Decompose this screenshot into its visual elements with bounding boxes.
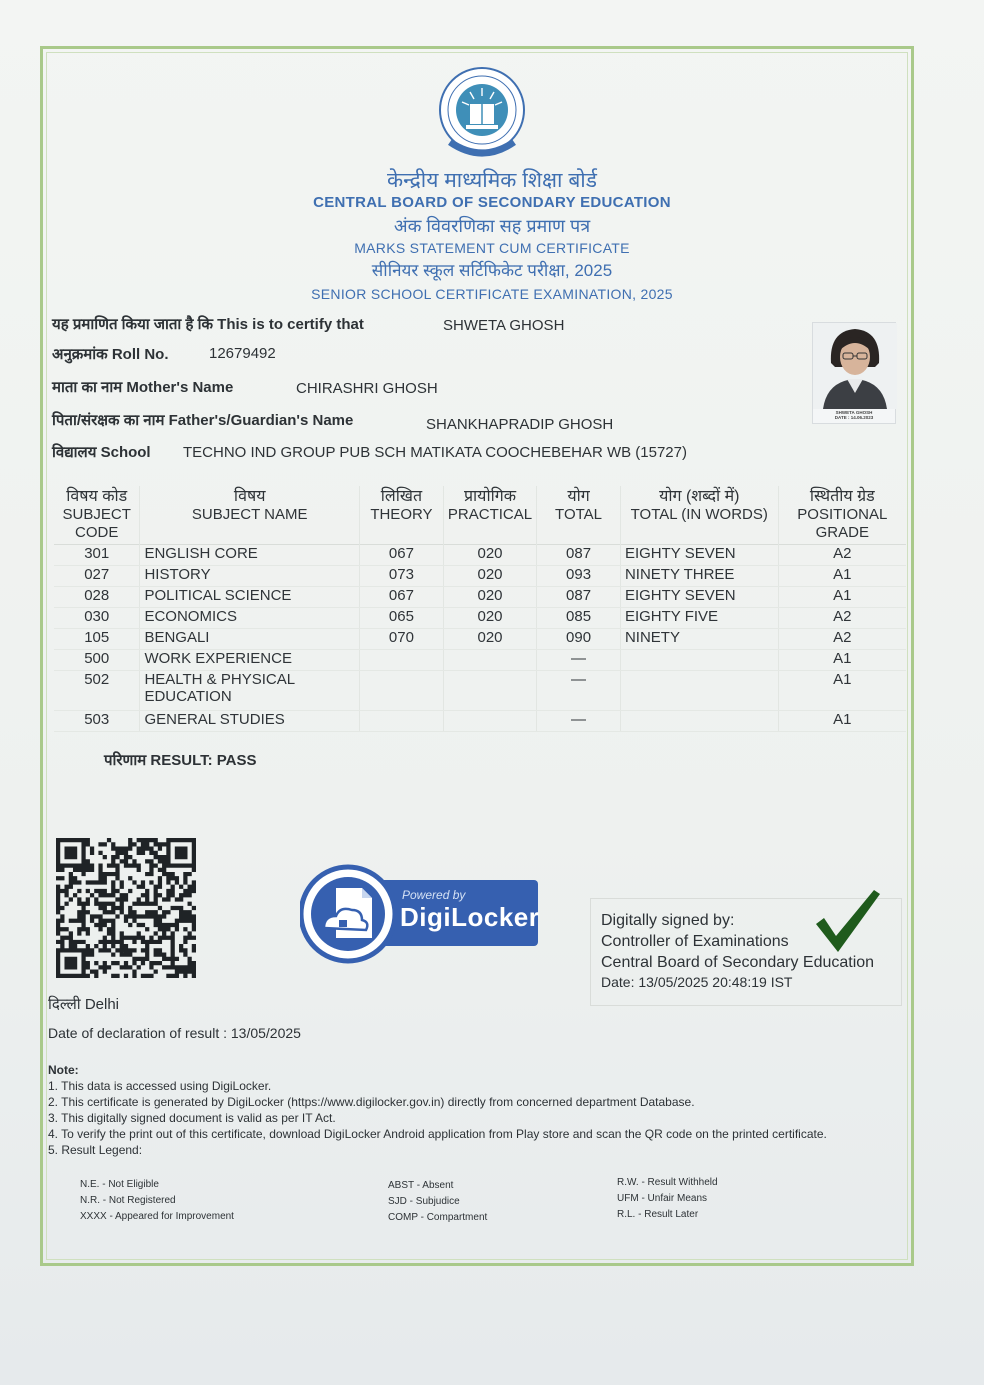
positional-grade: A1 [778, 587, 906, 608]
signature-line-1: Digitally signed by: [601, 912, 735, 929]
subject-code: 105 [54, 629, 140, 650]
theory-marks: 073 [359, 566, 443, 587]
signature-date: Date: 13/05/2025 20:48:19 IST [601, 974, 793, 990]
declaration-date: Date of declaration of result : 13/05/2025 [48, 1025, 301, 1041]
total-in-words: EIGHTY SEVEN [620, 545, 778, 566]
student-photo [812, 322, 896, 424]
statement-title-english: MARKS STATEMENT CUM CERTIFICATE [354, 240, 630, 256]
positional-grade: A1 [778, 711, 906, 732]
father-name: SHANKHAPRADIP GHOSH [426, 416, 614, 433]
header-code-english: SUBJECT CODE [62, 506, 131, 541]
subject-name: ENGLISH CORE [140, 545, 360, 566]
subject-code: 301 [54, 545, 140, 566]
legend-item: R.W. - Result Withheld [617, 1177, 718, 1188]
practical-marks: 020 [443, 545, 536, 566]
header-practical-hindi: प्रायोगिक [463, 488, 517, 505]
digilocker-powered-by: Powered by [402, 888, 466, 902]
theory-marks: 070 [359, 629, 443, 650]
total-in-words [620, 671, 778, 711]
header-total-hindi: योग [567, 488, 590, 505]
positional-grade: A2 [778, 545, 906, 566]
signature-line-3: Central Board of Secondary Education [601, 954, 875, 971]
total-in-words: EIGHTY SEVEN [620, 587, 778, 608]
marks-table-header [54, 486, 906, 545]
total-in-words [620, 711, 778, 732]
table-row [54, 629, 906, 650]
header-grade-hindi: स्थितीय ग्रेड [809, 488, 875, 505]
header-name-english: SUBJECT NAME [191, 506, 308, 523]
subject-name: ECONOMICS [140, 608, 360, 629]
total-marks: — [537, 671, 621, 711]
qr-modules [56, 838, 196, 978]
board-name-english: CENTRAL BOARD OF SECONDARY EDUCATION [313, 194, 671, 211]
positional-grade: A1 [778, 650, 906, 671]
legend-item: UFM - Unfair Means [617, 1193, 708, 1204]
cbse-emblem-icon [436, 64, 528, 164]
table-row [54, 711, 906, 732]
subject-name: WORK EXPERIENCE [140, 650, 360, 671]
total-marks: — [537, 711, 621, 732]
note-item: 2. This certificate is generated by DigiLocker (https://www.digilocker.gov.in) directly from concerned department Database. [48, 1095, 695, 1109]
note-item: 3. This digitally signed document is valid as per IT Act. [48, 1111, 336, 1125]
result-status: परिणाम RESULT: PASS [104, 752, 257, 769]
header-words-hindi: योग (शब्दों में) [659, 488, 740, 505]
practical-marks [443, 650, 536, 671]
header-subject-code [54, 486, 140, 545]
mother-label: माता का नाम Mother's Name [52, 379, 234, 396]
table-row [54, 587, 906, 608]
table-row [54, 566, 906, 587]
student-portrait-icon [813, 323, 897, 409]
place-of-issue: दिल्ली Delhi [48, 996, 120, 1013]
subject-code: 030 [54, 608, 140, 629]
subject-code: 500 [54, 650, 140, 671]
photo-caption-date: DATE : 14.06.2023 [834, 415, 874, 420]
header-theory-english: THEORY [370, 506, 433, 523]
digilocker-name: DigiLocker [400, 902, 540, 932]
positional-grade: A2 [778, 608, 906, 629]
table-row [54, 608, 906, 629]
practical-marks: 020 [443, 608, 536, 629]
header-total [537, 486, 621, 545]
note-item: 4. To verify the print out of this certificate, download DigiLocker Android application from Play store and scan the QR code on the printed certificate. [48, 1127, 827, 1141]
header-total-english: TOTAL [555, 506, 603, 523]
notes-title: Note: [48, 1063, 79, 1077]
green-check-icon [812, 888, 882, 958]
total-in-words: NINETY [620, 629, 778, 650]
table-row [54, 671, 906, 711]
header-subject-name [140, 486, 360, 545]
legend-item: N.E. - Not Eligible [80, 1179, 159, 1190]
note-item: 1. This data is accessed using DigiLocker. [48, 1079, 272, 1093]
table-row [54, 545, 906, 566]
roll-number: 12679492 [209, 345, 276, 362]
subject-code: 028 [54, 587, 140, 608]
legend-item: N.R. - Not Registered [80, 1195, 176, 1206]
total-marks: — [537, 650, 621, 671]
father-label: पिता/संरक्षक का नाम Father's/Guardian's Name [52, 412, 354, 429]
qr-code[interactable] [56, 838, 200, 978]
mother-name: CHIRASHRI GHOSH [296, 380, 438, 397]
photo-caption-name: SHWETA GHOSH [835, 410, 873, 415]
header-theory [359, 486, 443, 545]
theory-marks [359, 711, 443, 732]
subject-code: 502 [54, 671, 140, 711]
total-in-words: NINETY THREE [620, 566, 778, 587]
header-words-english: TOTAL (IN WORDS) [630, 506, 768, 523]
practical-marks [443, 711, 536, 732]
practical-marks [443, 671, 536, 711]
statement-title-hindi: अंक विवरणिका सह प्रमाण पत्र [393, 216, 591, 236]
theory-marks [359, 650, 443, 671]
header-practical-english: PRACTICAL [447, 506, 533, 523]
student-name: SHWETA GHOSH [443, 317, 565, 334]
table-row [54, 650, 906, 671]
legend-column-3 [617, 1175, 718, 1223]
total-in-words [620, 650, 778, 671]
exam-title-hindi: सीनियर स्कूल सर्टिफिकेट परीक्षा, 2025 [371, 261, 613, 280]
practical-marks: 020 [443, 587, 536, 608]
notes-section [48, 1062, 868, 1158]
subject-name: HISTORY [140, 566, 360, 587]
header-grade-english: POSITIONAL GRADE [797, 506, 888, 541]
exam-title-english: SENIOR SCHOOL CERTIFICATE EXAMINATION, 2025 [311, 286, 673, 302]
total-marks: 085 [537, 608, 621, 629]
roll-label: अनुक्रमांक Roll No. [52, 346, 169, 363]
subject-name: HEALTH & PHYSICAL EDUCATION [140, 671, 360, 711]
practical-marks: 020 [443, 566, 536, 587]
theory-marks: 065 [359, 608, 443, 629]
legend-item: COMP - Compartment [388, 1212, 488, 1223]
subject-name: BENGALI [140, 629, 360, 650]
subject-name: GENERAL STUDIES [140, 711, 360, 732]
subject-code: 027 [54, 566, 140, 587]
total-in-words: EIGHTY FIVE [620, 608, 778, 629]
theory-marks: 067 [359, 545, 443, 566]
positional-grade: A1 [778, 671, 906, 711]
legend-item: SJD - Subjudice [388, 1196, 460, 1207]
total-marks: 087 [537, 545, 621, 566]
legend-item: ABST - Absent [388, 1180, 454, 1191]
board-name-hindi: केन्द्रीय माध्यमिक शिक्षा बोर्ड [387, 169, 597, 192]
header-grade [778, 486, 906, 545]
marks-table [54, 486, 906, 732]
total-marks: 087 [537, 587, 621, 608]
legend-column-1 [80, 1177, 234, 1225]
header-code-hindi: विषय कोड [66, 488, 128, 505]
header-theory-hindi: लिखित [380, 488, 423, 505]
note-item: 5. Result Legend: [48, 1143, 143, 1157]
school-name: TECHNO IND GROUP PUB SCH MATIKATA COOCHEBEHAR WB (15727) [183, 444, 687, 461]
legend-item: XXXX - Appeared for Improvement [80, 1211, 234, 1222]
subject-code: 503 [54, 711, 140, 732]
total-marks: 090 [537, 629, 621, 650]
header-name-hindi: विषय [233, 488, 266, 505]
legend-item: R.L. - Result Later [617, 1209, 699, 1220]
positional-grade: A1 [778, 566, 906, 587]
legend-column-2 [388, 1178, 487, 1226]
subject-name: POLITICAL SCIENCE [140, 587, 360, 608]
total-marks: 093 [537, 566, 621, 587]
theory-marks: 067 [359, 587, 443, 608]
certify-label: यह प्रमाणित किया जाता है कि This is to certify that [52, 316, 364, 333]
school-label: विद्यालय School [52, 444, 151, 461]
header-practical [443, 486, 536, 545]
theory-marks [359, 671, 443, 711]
header-total-words [620, 486, 778, 545]
practical-marks: 020 [443, 629, 536, 650]
signature-line-2: Controller of Examinations [601, 933, 789, 950]
positional-grade: A2 [778, 629, 906, 650]
